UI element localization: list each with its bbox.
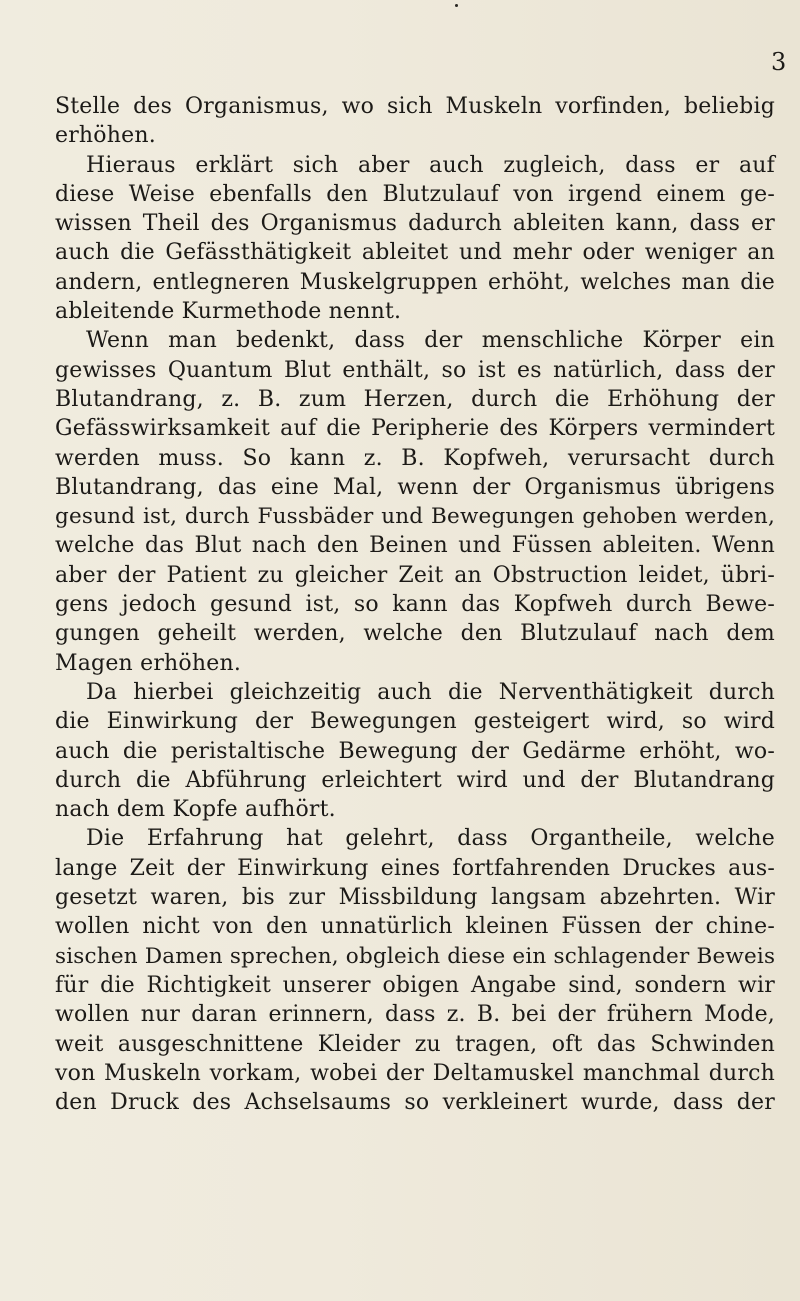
text-line: welche das Blut nach den Beinen und Füssen ableiten. Wenn <box>55 533 775 559</box>
text-line: weit ausgeschnittene Kleider zu tragen, oft das Schwinden <box>55 1031 775 1057</box>
text-line: auch die peristaltische Bewegung der Gedärme erhöht, wo- <box>55 738 775 764</box>
text-line: gewisses Quantum Blut enthält, so ist es natürlich, dass der <box>55 357 775 383</box>
text-line: Stelle des Organismus, wo sich Muskeln vorfinden, beliebig <box>55 94 775 119</box>
text-line: sischen Damen sprechen, obgleich diese ein schlagender Beweis <box>55 943 776 969</box>
text-line: lange Zeit der Einwirkung eines fortfahrenden Druckes aus- <box>55 855 775 881</box>
text-line: ableitende Kurmethode nennt. <box>55 299 402 325</box>
body-text <box>55 92 775 1117</box>
text-line: Wenn man bedenkt, dass der menschliche Körper ein <box>86 328 775 354</box>
text-line: Gefässwirksamkeit auf die Peripherie des Körpers vermindert <box>55 416 775 442</box>
text-line: Magen erhöhen. <box>55 650 242 676</box>
text-line: auch die Gefässthätigkeit ableitet und mehr oder weniger an <box>55 240 775 266</box>
text-line: durch die Abführung erleichtert wird und der Blutandrang <box>55 767 775 793</box>
page-number: 3 <box>771 48 787 76</box>
text-line: aber der Patient zu gleicher Zeit an Obstruction leidet, übri- <box>55 562 775 588</box>
text-line: Blutandrang, z. B. zum Herzen, durch die Erhöhung der <box>55 386 775 412</box>
text-line: nach dem Kopfe aufhört. <box>55 797 336 823</box>
text-line: diese Weise ebenfalls den Blutzulauf von irgend einem ge- <box>55 181 775 207</box>
text-line: den Druck des Achselsaums so verkleinert wurde, dass der <box>55 1090 775 1116</box>
text-line: von Muskeln vorkam, wobei der Deltamuskel manchmal durch <box>55 1060 775 1086</box>
text-line: Da hierbei gleichzeitig auch die Nerventhätigkeit durch <box>86 679 775 705</box>
text-line: Die Erfahrung hat gelehrt, dass Organtheile, welche <box>86 826 775 852</box>
text-line: werden muss. So kann z. B. Kopfweh, verursacht durch <box>55 445 775 471</box>
text-line: wollen nur daran erinnern, dass z. B. bei der frühern Mode, <box>55 1002 775 1028</box>
text-line: Blutandrang, das eine Mal, wenn der Organismus übrigens <box>55 474 775 500</box>
text-line: gesetzt waren, bis zur Missbildung langsam abzehrten. Wir <box>55 885 775 911</box>
text-line: gens jedoch gesund ist, so kann das Kopfweh durch Bewe- <box>55 592 775 618</box>
print-speck <box>455 4 458 7</box>
text-line: Hieraus erklärt sich aber auch zugleich, dass er auf <box>86 152 775 178</box>
text-line: die Einwirkung der Bewegungen gesteigert wird, so wird <box>55 709 775 735</box>
text-line: gesund ist, durch Fussbäder und Bewegungen gehoben werden, <box>55 504 775 530</box>
text-line: wissen Theil des Organismus dadurch ableiten kann, dass er <box>55 211 775 237</box>
text-line: andern, entlegneren Muskelgruppen erhöht, welches man die <box>55 269 775 295</box>
text-line: erhöhen. <box>55 123 156 149</box>
text-line: für die Richtigkeit unserer obigen Angabe sind, sondern wir <box>55 972 775 998</box>
text-line: wollen nicht von den unnatürlich kleinen Füssen der chine- <box>55 914 775 940</box>
text-line: gungen geheilt werden, welche den Blutzulauf nach dem <box>55 621 775 647</box>
